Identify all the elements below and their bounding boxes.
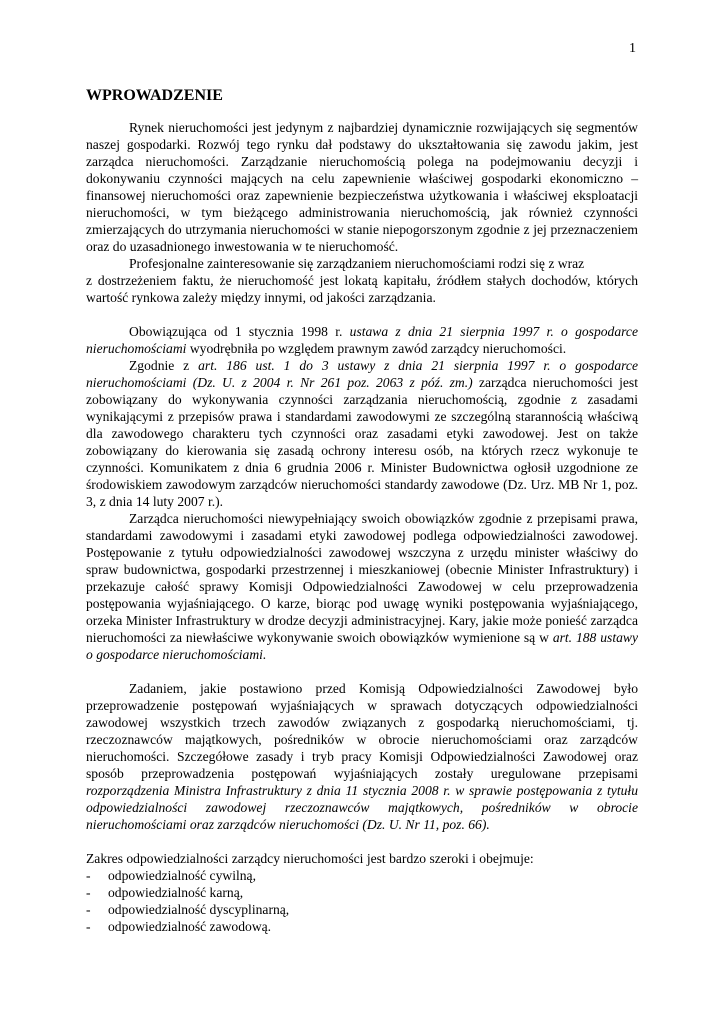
paragraph-obligations-citation: art. 186 ust. 1 do 3 ustawy z dnia 21 sierpnia 1997 r. o gospodarce nieruchomościami (Dz. U. z 2004 r. Nr 261 poz. 2063 z póź. zm.)	[86, 358, 638, 390]
paragraph-professional-line1: Profesjonalne zainteresowanie się zarządzaniem nieruchomościami rodzi się z wraz	[129, 256, 585, 271]
list-bullet: -	[86, 885, 91, 900]
paragraph-commission-citation: rozporządzenia Ministra Infrastruktury z dnia 11 stycznia 2008 r. w sprawie postępowania z tytułu odpowiedzialności zawodowej rzeczoznawców majątkowych, pośredników w obrocie nieruchomościami oraz zarządców nieruchomości (Dz. U. Nr 11, poz. 66).	[86, 783, 638, 832]
list-item-text: odpowiedzialność karną,	[108, 885, 244, 900]
liability-list	[86, 867, 638, 935]
paragraph-law-citation: ustawa z dnia 21 sierpnia 1997 r. o gospodarce nieruchomościami	[86, 324, 638, 356]
list-item	[86, 901, 638, 918]
paragraph-spacer	[86, 663, 638, 680]
list-bullet: -	[86, 919, 91, 934]
paragraph-obligations	[86, 357, 638, 510]
list-item	[86, 918, 638, 935]
paragraph-law-text-a: Obowiązująca od 1 stycznia 1998 r.	[129, 324, 350, 339]
paragraph-law	[86, 323, 638, 357]
paragraph-scope: Zakres odpowiedzialności zarządcy nieruchomości jest bardzo szeroki i obejmuje:	[86, 851, 534, 866]
paragraph-intro: Rynek nieruchomości jest jedynym z najbardziej dynamicznie rozwijających się segmentów naszej gospodarki. Rozwój tego rynku dał podstawy do ukształtowania się zawodu jakim, jest zarządca nieruchomości. Zarządzanie nieruchomością polega na podejmowaniu decyzji i dokonywaniu czynności mających na celu zapewnienie właściwej gospodarki ekonomiczno – finansowej nieruchomości oraz zapewnienie bezpieczeństwa użytkowania i właściwej eksploatacji nieruchomości, w tym bieżącego administrowania nieruchomością, jak również czynności zmierzających do utrzymania nieruchomości w stanie niepogorszonym zgodnie z jej przeznaczeniem oraz do uzasadnionego inwestowania w te nieruchomość.	[86, 120, 638, 254]
paragraph-professional-rest: z dostrzeżeniem faktu, że nieruchomość jest lokatą kapitału, źródłem stałych dochodów, których wartość rynkowa zależy między innymi, od jakości zarządzania.	[86, 273, 638, 305]
paragraph-obligations-text-c: zarządca nieruchomości jest zobowiązany do wykonywania czynności zarządzania nieruchomością, zgodnie z zasadami wynikającymi z przepisów prawa i standardami zawodowymi ze szczególną starannością właściwą dla zawodowego charakteru tych czynności oraz zasadami etyki zawodowej. Jest on także zobowiązany do kierowania się zasadą ochrony interesu osób, na których rzecz wykonuje te czynności. Komunikatem z dnia 6 grudnia 2006 r. Minister Budownictwa ogłosił uzgodnione ze środowiskiem zawodowym zarządców nieruchomości standardy zawodowe (Dz. Urz. MB Nr 1, poz. 3, z dnia 14 luty 2007 r.).	[86, 375, 638, 509]
paragraph-spacer	[86, 833, 638, 850]
document-body	[86, 119, 638, 935]
paragraph-liability	[86, 510, 638, 663]
page-number: 1	[629, 41, 636, 56]
paragraph-obligations-text-a: Zgodnie z	[129, 358, 199, 373]
page-title: WPROWADZENIE	[86, 87, 223, 104]
list-item-text: odpowiedzialność cywilną,	[108, 868, 256, 883]
paragraph-law-text-c: wyodrębniła po względem prawnym zawód zarządcy nieruchomości.	[186, 341, 567, 356]
list-bullet: -	[86, 868, 91, 883]
paragraph-liability-text-a: Zarządca nieruchomości niewypełniający swoich obowiązków zgodnie z przepisami prawa, standardami zawodowymi i zasadami etyki zawodowej podlega odpowiedzialności zawodowej. Postępowanie z tytułu odpowiedzialności zawodowej wszczyna z urzędu minister właściwy do spraw budownictwa, gospodarki przestrzennej i mieszkaniowej (obecnie Minister Infrastruktury) i przekazuje całość sprawy Komisji Odpowiedzialności Zawodowej w celu przeprowadzenia postępowania wyjaśniającego. O karze, biorąc pod uwagę wyniki postępowania wyjaśniającego, orzeka Minister Infrastruktury w drodze decyzji administracyjnej. Kary, jakie może ponieść zarządca nieruchomości za niewłaściwe wykonywanie swoich obowiązków wymienione są w	[86, 511, 638, 645]
list-item	[86, 867, 638, 884]
paragraph-commission	[86, 680, 638, 833]
paragraph-spacer	[86, 306, 638, 323]
paragraph-liability-citation: art. 188 ustawy o gospodarce nieruchomościami.	[86, 630, 638, 662]
paragraph-commission-text-a: Zadaniem, jakie postawiono przed Komisją Odpowiedzialności Zawodowej było przeprowadzenie postępowań wyjaśniających w sprawach dotyczących odpowiedzialności zawodowej wszystkich trzech zawodów związanych z gospodarką nieruchomościami, tj. rzeczoznawców majątkowych, pośredników w obrocie nieruchomościami oraz zarządców nieruchomości. Szczegółowe zasady i tryb pracy Komisji Odpowiedzialności Zawodowej oraz sposób przeprowadzenia postępowań wyjaśniających zostały uregulowane przepisami	[86, 681, 638, 781]
list-bullet: -	[86, 902, 91, 917]
list-item-text: odpowiedzialność zawodową.	[108, 919, 272, 934]
list-item-text: odpowiedzialność dyscyplinarną,	[108, 902, 290, 917]
list-item	[86, 884, 638, 901]
